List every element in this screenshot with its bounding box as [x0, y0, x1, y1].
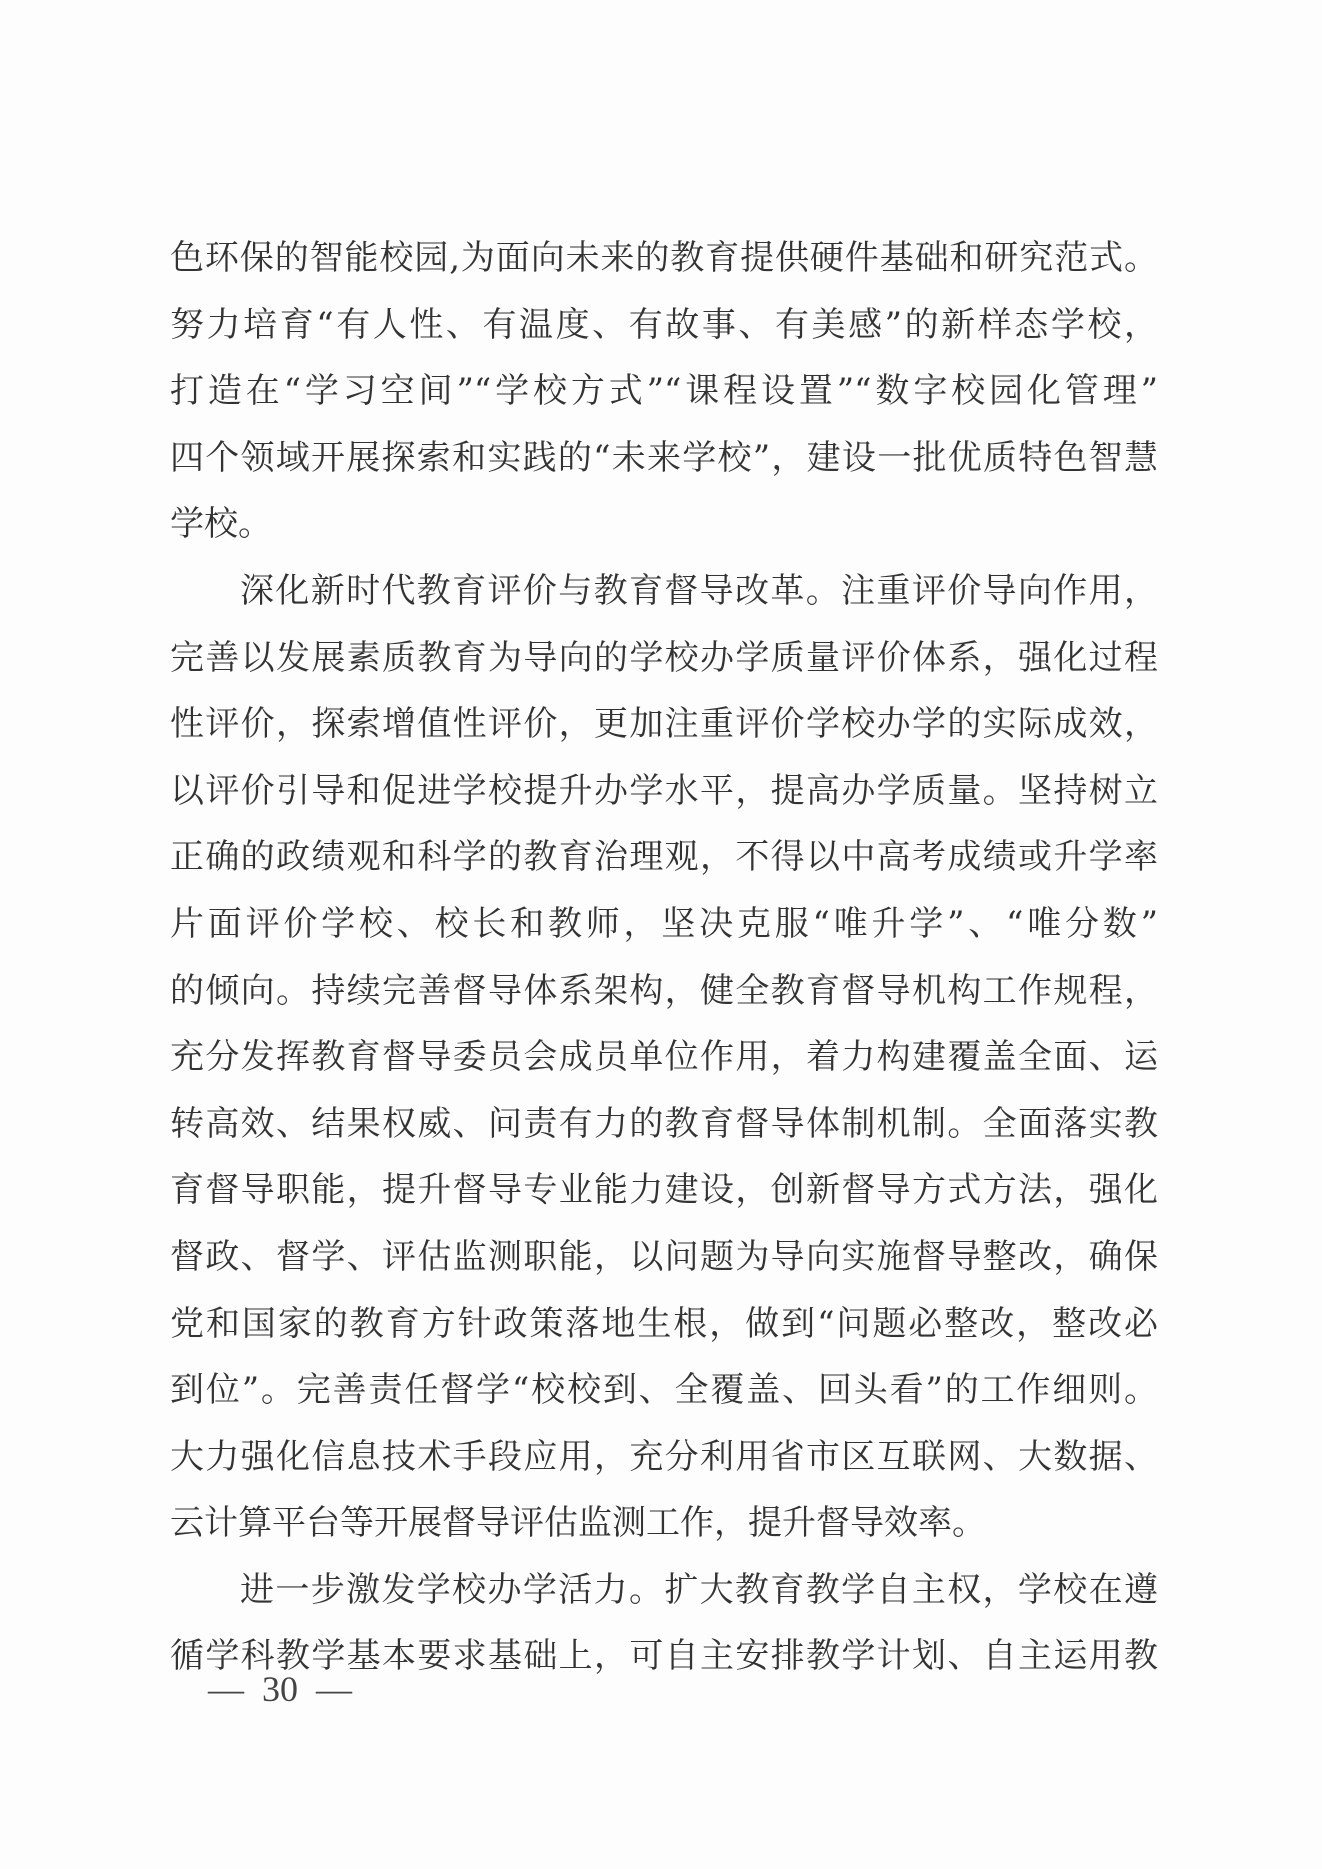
paragraph — [170, 558, 1158, 1557]
text-line: 大力强化信息技术手段应用，充分利用省市区互联网、大数据、 — [170, 1436, 1158, 1477]
text-line: 转高效、结果权威、问责有力的教育督导体制机制。全面落实教 — [170, 1103, 1158, 1144]
text-line: 党和国家的教育方针政策落地生根，做到“问题必整改，整改必 — [170, 1303, 1158, 1344]
text-line: 完善以发展素质教育为导向的学校办学质量评价体系，强化过程 — [170, 637, 1158, 678]
text-line: 学校。 — [170, 504, 272, 545]
text-line: 充分发挥教育督导委员会成员单位作用，着力构建覆盖全面、运 — [170, 1037, 1158, 1078]
page-number: — 30 — — [208, 1669, 352, 1709]
text-line: 到位”。完善责任督学“校校到、全覆盖、回头看”的工作细则。 — [170, 1370, 1158, 1411]
text-line: 督政、督学、评估监测职能，以问题为导向实施督导整改，确保 — [170, 1236, 1158, 1277]
text-line: 以评价引导和促进学校提升办学水平，提高办学质量。坚持树立 — [170, 770, 1158, 811]
text-line: 深化新时代教育评价与教育督导改革。注重评价导向作用， — [240, 570, 1158, 611]
text-line: 色环保的智能校园,为面向未来的教育提供硬件基础和研究范式。 — [170, 238, 1158, 278]
text-line: 育督导职能，提升督导专业能力建设，创新督导方式方法，强化 — [170, 1170, 1158, 1211]
text-line: 片面评价学校、校长和教师，坚决克服“唯升学”、“唯分数” — [170, 903, 1158, 944]
text-line: 云计算平台等开展督导评估监测工作，提升督导效率。 — [170, 1503, 986, 1544]
body-text — [170, 225, 1158, 1690]
text-line: 进一步激发学校办学活力。扩大教育教学自主权，学校在遵 — [240, 1569, 1158, 1610]
text-line: 四个领域开展探索和实践的“未来学校”，建设一批优质特色智慧 — [170, 437, 1158, 478]
paragraph — [170, 225, 1158, 558]
text-line: 的倾向。持续完善督导体系架构，健全教育督导机构工作规程， — [170, 970, 1158, 1011]
text-line: 努力培育“有人性、有温度、有故事、有美感”的新样态学校， — [170, 304, 1158, 345]
text-line: 正确的政绩观和科学的教育治理观，不得以中高考成绩或升学率 — [170, 837, 1158, 878]
text-line: 打造在“学习空间”“学校方式”“课程设置”“数字校园化管理” — [170, 371, 1158, 412]
text-line: 性评价，探索增值性评价，更加注重评价学校办学的实际成效， — [170, 704, 1158, 745]
text-line: 循学科教学基本要求基础上，可自主安排教学计划、自主运用教 — [170, 1636, 1158, 1677]
